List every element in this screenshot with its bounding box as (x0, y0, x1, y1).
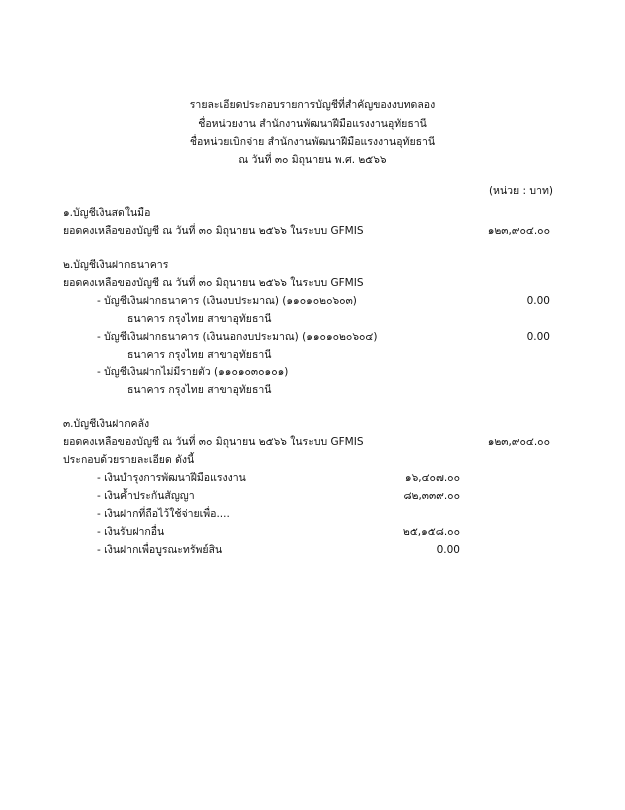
section3-item-value: ๑๖,๔๐๗.๐๐ (404, 472, 460, 484)
section3-title: ๓.บัญชีเงินฝากคลัง (63, 418, 150, 430)
section2-item-bank: ธนาคาร กรุงไทย สาขาอุทัยธานี (127, 384, 272, 396)
section1-balance-label: ยอดคงเหลือของบัญชี ณ วันที่ ๓๐ มิถุนายน ๒๕๖๖ ในระบบ GFMIS (63, 225, 364, 237)
section2-item-bank: ธนาคาร กรุงไทย สาขาอุทัยธานี (127, 349, 272, 361)
report-date: ณ วันที่ ๓๐ มิถุนายน พ.ศ. ๒๕๖๖ (238, 154, 387, 166)
section3-item-label: - เงินบำรุงการพัฒนาฝีมือแรงงาน (97, 472, 246, 484)
section2-title: ๒.บัญชีเงินฝากธนาคาร (63, 259, 169, 271)
section3-item-label: - เงินฝากที่ถือไว้ใช้จ่ายเพื่อ.... (97, 508, 230, 520)
section2-item-bank: ธนาคาร กรุงไทย สาขาอุทัยธานี (127, 313, 272, 325)
section1-title: ๑.บัญชีเงินสดในมือ (63, 207, 151, 219)
section3-item-value: ๘๒,๓๓๙.๐๐ (403, 490, 460, 502)
report-title: รายละเอียดประกอบรายการบัญชีที่สำคัญของงบทดลอง (189, 99, 436, 111)
section3-item-label: - เงินค้ำประกันสัญญา (97, 490, 195, 502)
unit-label: (หน่วย : บาท) (488, 185, 553, 197)
section3-balance-value: ๑๒๓,๙๐๔.๐๐ (487, 436, 550, 448)
section2-item-label: - บัญชีเงินฝากไม่มีรายตัว (๑๑๐๑๐๓๐๑๐๑) (97, 366, 289, 378)
section2-item-label: - บัญชีเงินฝากธนาคาร (เงินงบประมาณ) (๑๑๐๑๐๒๐๖๐๓) (97, 295, 357, 307)
agency-name: ชื่อหน่วยงาน สำนักงานพัฒนาฝีมือแรงงานอุทัยธานี (198, 118, 427, 130)
section2-balance-label: ยอดคงเหลือของบัญชี ณ วันที่ ๓๐ มิถุนายน ๒๕๖๖ ในระบบ GFMIS (63, 277, 364, 289)
section1-balance-value: ๑๒๓,๙๐๔.๐๐ (487, 225, 550, 237)
section3-balance-label: ยอดคงเหลือของบัญชี ณ วันที่ ๓๐ มิถุนายน ๒๕๖๖ ในระบบ GFMIS (63, 436, 364, 448)
section2-item-value: 0.00 (526, 331, 550, 343)
section3-item-label: - เงินฝากเพื่อบูรณะทรัพย์สิน (97, 544, 223, 556)
section2-item-label: - บัญชีเงินฝากธนาคาร (เงินนอกงบประมาณ) (๑๑๐๑๐๒๐๖๐๔) (97, 331, 378, 343)
disbursing-unit-name: ชื่อหน่วยเบิกจ่าย สำนักงานพัฒนาฝีมือแรงงานอุทัยธานี (189, 136, 436, 148)
section3-item-value: 0.00 (436, 544, 460, 556)
section2-item-value: 0.00 (526, 295, 550, 307)
section3-item-value: ๒๕,๑๕๘.๐๐ (402, 526, 460, 538)
section3-item-label: - เงินรับฝากอื่น (97, 526, 165, 538)
section3-detail-label: ประกอบด้วยรายละเอียด ดังนี้ (63, 454, 195, 466)
